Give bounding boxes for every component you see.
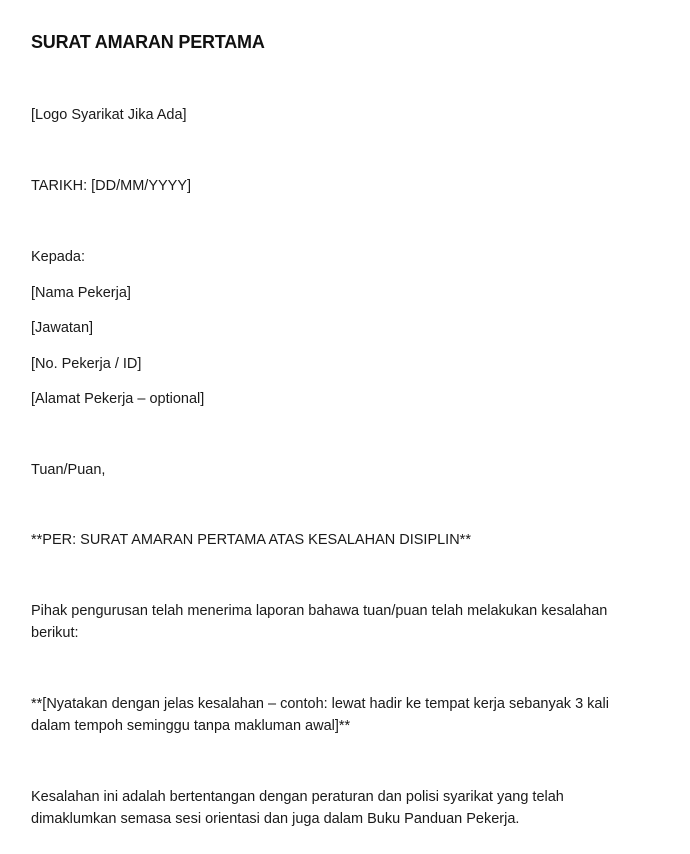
recipient-label: Kepada:: [31, 249, 86, 265]
letter-title: SURAT AMARAN PERTAMA: [31, 32, 265, 52]
recipient-position: [Jawatan]: [31, 320, 94, 336]
salutation: Tuan/Puan,: [31, 462, 106, 478]
recipient-address: [Alamat Pekerja – optional]: [31, 391, 205, 407]
subject-line: **PER: SURAT AMARAN PERTAMA ATAS KESALAHAN DISIPLIN**: [31, 532, 471, 548]
recipient-employee-id: [No. Pekerja / ID]: [31, 356, 142, 372]
intro-paragraph: Pihak pengurusan telah menerima laporan bahawa tuan/puan telah melakukan kesalahan berikut:: [31, 603, 608, 641]
recipient-name: [Nama Pekerja]: [31, 285, 131, 301]
logo-placeholder: [Logo Syarikat Jika Ada]: [31, 107, 187, 123]
date-line: TARIKH: [DD/MM/YYYY]: [31, 178, 192, 194]
offense-paragraph: **[Nyatakan dengan jelas kesalahan – contoh: lewat hadir ke tempat kerja sebanyak 3 kali dalam tempoh seminggu tanpa makluman awal]**: [31, 696, 609, 734]
policy-paragraph: Kesalahan ini adalah bertentangan dengan peraturan dan polisi syarikat yang telah dimaklumkan semasa sesi orientasi dan juga dalam Buku Panduan Pekerja.: [31, 789, 564, 827]
